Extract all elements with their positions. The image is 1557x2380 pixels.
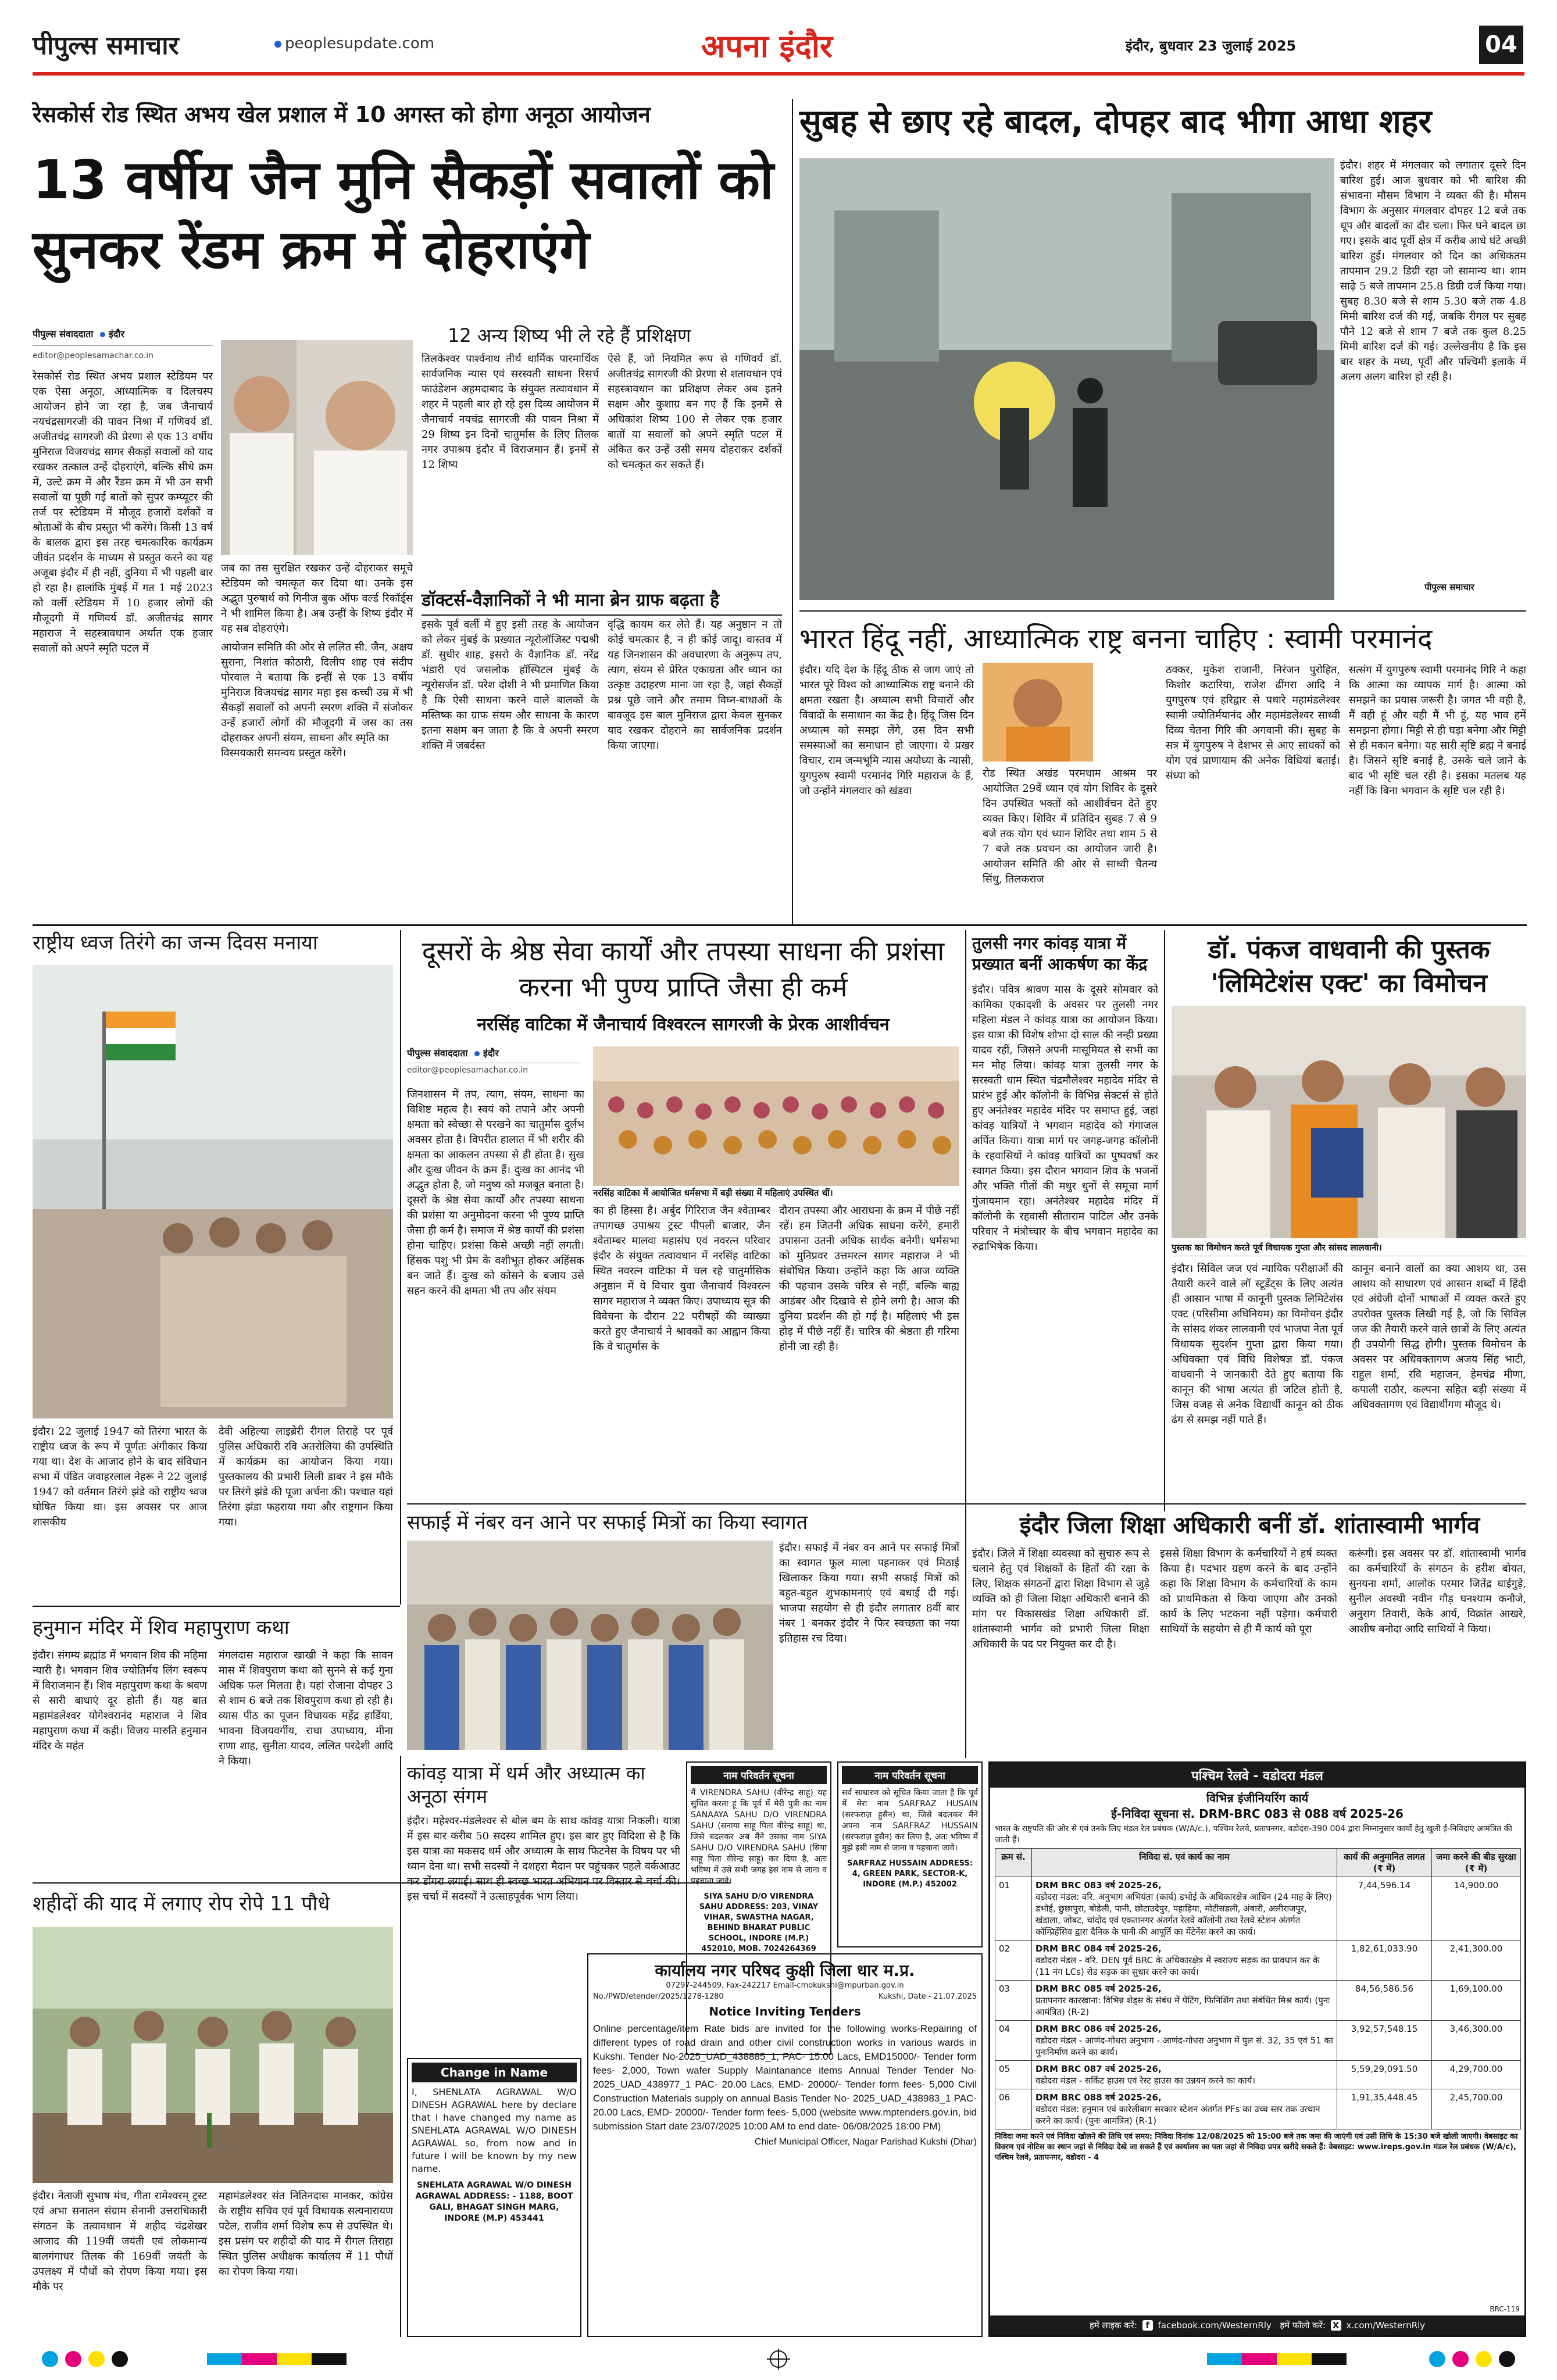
print-color-bar	[33, 2349, 1524, 2370]
vertical-divider-mid	[965, 930, 966, 1511]
story5-byline: पीपुल्स संवाददाता	[407, 1048, 468, 1059]
tender-sno: 04	[995, 2021, 1032, 2061]
story1-photo-monks	[221, 340, 413, 555]
notice1-title: नाम परिवर्तन सूचना	[691, 1766, 827, 1784]
story6-text	[972, 982, 1158, 1541]
story7-photo-launch	[1172, 1006, 1526, 1238]
tender-emd: 3,46,300.00	[1432, 2021, 1521, 2061]
social-like-label: हमें लाइक करें:	[1089, 2320, 1137, 2331]
gathering-illustration	[593, 1046, 959, 1186]
tender-emd: 4,29,700.00	[1432, 2061, 1521, 2089]
notice3-title: Change in Name	[412, 2063, 577, 2082]
website-link[interactable]: peoplesupdate.com	[271, 35, 434, 52]
railway-notice-no: ई-निविदा सूचना सं. DRM-BRC 083 से 088 वर्ष 2025-26	[1111, 1807, 1404, 1821]
story3-col2	[983, 766, 1157, 919]
story11-col2	[219, 2189, 393, 2334]
tender-ref: DRM BRC 084 वर्ष 2025-26,	[1035, 1943, 1162, 1954]
tender-cost: 3,92,57,548.15	[1337, 2021, 1432, 2061]
tender-ref: DRM BRC 083 वर्ष 2025-26,	[1035, 1880, 1162, 1891]
tender-sno: 06	[995, 2089, 1032, 2129]
horizontal-divider-story10	[33, 1606, 400, 1607]
flag-hoisting-illustration	[33, 965, 393, 1418]
story5-text3: दौरान तपस्या और आराधना के क्रम में पीछे नहीं रहें। हम जितनी अधिक साधना करेंगे, हमारी उपासना उतनी अधिक सार्थक बनेगी। धर्मसभा को मुनिप्रवर उत्तमरत्न सागर महाराज ने भी संबोधित किया। उन्होंने कहा कि आज व्यक्ति की पहचान उसके चरित्र से नहीं, बल्कि बाह्य आडंबर और दिखावे से होने लगी है। आज की दुनिया प्रदर्शन की हो गई है। महिलाएं भी इस होड़ में पीछे नहीं हैं। चारित्र की श्रेष्ठता ही गरिमा होनी जा रही है।	[779, 1205, 959, 1353]
story9-headline: इंदौर जिला शिक्षा अधिकारी बनीं डॉ. शांतास्वामी भार्गव	[1019, 1512, 1480, 1539]
story5-subhead: नरसिंह वाटिका में जैनाचार्य विश्वरत्न सागरजी के प्रेरक आशीर्वचन	[477, 1014, 890, 1035]
story5-headline: दूसरों के श्रेष्ठ सेवा कार्यों और तपस्या साधना की प्रशंसा करना भी पुण्य प्राप्ति जैसा ही कर्म	[422, 935, 945, 1003]
tender-ref: DRM BRC 088 वर्ष 2025-26,	[1035, 2092, 1162, 2103]
issue-date: इंदौर, बुधवार 23 जुलाई 2025	[1126, 38, 1297, 54]
story1-kicker: रेसकोर्स रोड स्थित अभय खेल प्रशाल में 10 अगस्त को होगा अनूठा आयोजन	[33, 102, 651, 127]
tender-description: वडोदरा मंडल: हनुमान एवं कारेलीबाग सरकार स्टेशन अंतर्गत PFs का उच्च स्तर तक उत्थान करने का कार्य। (पुनः आमंत्रित) (R-1)	[1035, 2104, 1320, 2126]
story4-text2: देवी अहिल्या लाइब्रेरी रीगल तिराहे पर पूर्व पुलिस अधिकारी रवि अतरोलिया की उपस्थिति में कार्यक्रम का आयोजन किया गया। पुस्तकालय की प्रभारी लिली डाबर ने इस मौके पर तिरंगे झंडे की पूजा अर्चना की। पश्चात यहां तिरंगा झंडा फहराया गया और राष्ट्रगान किया गया।	[219, 1425, 393, 1528]
story7-col2	[1352, 1262, 1526, 1517]
notice3-box	[407, 2058, 581, 2337]
story1-box-col1	[422, 617, 599, 914]
story11-col1	[33, 2189, 207, 2334]
tender-cost: 1,91,35,448.45	[1337, 2089, 1432, 2129]
vertical-divider-top	[792, 99, 793, 924]
vertical-divider-right	[1164, 930, 1165, 1511]
story3-col3	[1166, 663, 1340, 919]
railway-title: पश्चिम रेलवे - वडोदरा मंडल	[990, 1763, 1524, 1788]
x-icon: X	[1331, 2320, 1341, 2331]
story10-text1: इंदौर। संगम्य ब्रह्मांड में भगवान शिव की महिमा न्यारी है। भगवान शिव ज्योतिर्मय लिंग स्वरूप में विराजमान हैं। शिव महापुराण कथा के श्रवण से सारी बाधाएं दूर होती हैं। यह बात महामंडलेश्वर योगेश्वरानंद महाराज ने शिव महापुराण कथा में कही। विजय मारुति हनुमान मंदिर के महंत	[33, 1649, 207, 1752]
story3-text3: ठक्कर, मुकेश राजानी, निरंजन पुरोहित, किशोर कटारिया, राजेश ढींगरा आदि ने युगपुरुष एवं हरिद्वार से पधारे महामंडलेश्वर स्वामी ज्योतिर्मयानंद और महामंडलेश्वर साध्वी दिव्य चेतना गिरि की अगवानी की। सुबह के सत्र में युगपुरुष ने देशभर से आए साधकों को योग एवं प्राणायाम की अनेक विधियां बताईं। संध्या को	[1166, 664, 1340, 782]
tender-sno: 03	[995, 1981, 1032, 2021]
story1-box-col2	[608, 617, 782, 914]
story9-col1	[972, 1546, 1149, 1750]
story3-headline: भारत हिंदू नहीं, आध्यात्मिक राष्ट्र बनना चाहिए : स्वामी परमानंद	[799, 623, 1433, 655]
story5-photo-caption: नरसिंह वाटिका में आयोजित धर्मसभा में बड़ी संख्या में महिलाएं उपस्थित थीं।	[593, 1188, 833, 1198]
story12-headline: कांवड़ यात्रा में धर्म और अध्यात्म का अनूठा संगम	[407, 1762, 645, 1807]
tender-row	[995, 1981, 1521, 2021]
notice1-text: मैं VIRENDRA SAHU (वीरेन्द्र साहू) यह सुचित करता हूं कि पूर्व में मेरी पुत्री का नाम SANAAYA SAHU D/O VIRENDRA SAHU (सनाया साहू पिता वीरेन्द्र साहू) था, जिसे बदलकर अब मैंने उसका नाम SIYA SAHU D/O VIRENDRA SAHU (सिया साहू पिता वीरेन्द्र साहू) कर दिया है, अतः भविष्य में उसे सभी जगह इस नाम से जाना व पहचाना जावे।	[691, 1788, 827, 1886]
book-launch-illustration	[1172, 1006, 1526, 1238]
swami-portrait	[983, 663, 1093, 762]
social-follow-label: हमें फॉलो करें:	[1280, 2320, 1326, 2331]
story4-col2	[219, 1424, 393, 1604]
facebook-icon: f	[1142, 2320, 1153, 2331]
story9-col2	[1160, 1546, 1337, 1750]
tender-work	[1032, 2021, 1337, 2061]
brand-logo: पीपुल्स समाचार	[33, 31, 179, 60]
story1-col1	[33, 327, 213, 914]
story12-body: इंदौर। महेश्वर-मंडलेश्वर से बोल बम के साथ कांवड़ यात्रा निकली। यात्रा में इस बार करीब 50 सदस्य शामिल हुए। इस बार हुए विदिशा से है कि इस यात्रा का मकसद धर्म और अध्यात्म के साथ फिटनेस के विषय पर भी ध्यान देना था। सभी सदस्यों ने दशहरा मैदान पर पहुंचकर पहले वर्कआउट कर डोंगरा लगाई। साथ ही स्वच्छ भारत अभियान पर विस्तार से चर्चा की। इस चर्चा में सदस्यों ने उत्साहपूर्वक भाग लिया।	[407, 1815, 680, 1903]
story10-col1	[33, 1648, 207, 1881]
railway-footer: निविदा जमा करने एवं निविदा खोलने की तिथि एवं समय: निविदा दिनांक 12/08/2025 को 15:00 बजे तक जमा की जाएंगी एवं उसी तिथि के 15:30 बजे खोली जाएगी। वेबसाइट का विवरण एवं नोटिस का स्थान जहां से निविदा देखे जा सकते हैं एवं कार्यालय का पता जहां से निविदा प्रपत्र खरीदे सकते हैं: वेबसाइट: www.ireps.gov.in मंडल रेल प्रबंधक (W/A/c), पश्चिम रेलवे, प्रतापनगर, वडोदरा - 4	[995, 2132, 1518, 2162]
masthead-rule	[33, 72, 1524, 76]
tender-row	[995, 2089, 1521, 2129]
story2-headline: सुबह से छाए रहे बादल, दोपहर बाद भीगा आधा शहर	[799, 103, 1432, 141]
story4-text1: इंदौर। 22 जुलाई 1947 को तिरंगा भारत के राष्ट्रीय ध्वज के रूप में पूर्णतः अंगीकार किया गया था। देश के आजाद होने के बाद संविधान सभा में पंडित जवाहरलाल नेहरू ने 22 जुलाई 1947 को वर्तमान तिरंगे झंडे को राष्ट्रीय ध्वज घोषित किया था। इस अवसर पर आज शासकीय	[33, 1425, 207, 1528]
story9-text1: इंदौर। जिले में शिक्षा व्यवस्था को सुचारु रूप से चलाने हेतु एवं शिक्षकों के हितों की रक्षा के लिए, शिक्षक संगठनों द्वारा शिक्षा विभाग से जुड़े व्यक्ति को ही जिला शिक्षा अधिकारी बनाने की मांग पर विकासखंड शिक्षा अधिकारी डॉ. शांतास्वामी भार्गव को प्रभारी जिला शिक्षा अधिकारी के पद पर नियुक्त कर दी है।	[972, 1548, 1149, 1650]
tender-work	[1032, 2089, 1337, 2129]
railway-tender-box	[988, 1761, 1526, 2337]
tender-cost: 1,82,61,033.90	[1337, 1941, 1432, 1981]
story3-col4	[1349, 663, 1526, 919]
story5-col2	[593, 1203, 770, 1541]
story1-text-col1-end: विस्मयकारी समन्वय प्रस्तुत करेंगे।	[221, 747, 347, 759]
story8-body: इंदौर। सफाई में नंबर वन आने पर सफाई मित्रों का स्वागत फूल माला पहनाकर एवं मिठाई खिलाकर किया गया। सभी सफाई मित्रों को बहुत-बहुत शुभकामनाएं एवं बधाई दी गई। भाजपा सहयोग से ही इंदौर लगातार 8वीं बार नंबर 1 बनकर इंदौर ने फिर स्वच्छता का नया इतिहास रच दिया।	[779, 1542, 959, 1645]
tender-description: वडोदरा मंडल - सर्किट हाउस एवं रेस्ट हाउस का उन्नयन करने का कार्य।	[1035, 2075, 1256, 2086]
story8-text	[779, 1541, 959, 1750]
group-photo-illustration	[407, 1541, 773, 1750]
x-link[interactable]: x.com/WesternRly	[1346, 2320, 1426, 2331]
railway-tender-table	[995, 1848, 1521, 2129]
notice4-ref: No./PWD/etender/2025/1278-1280	[593, 1992, 724, 2001]
notice4-box	[587, 1953, 983, 2337]
story7-photo-caption: पुस्तक का विमोचन करते पूर्व विधायक गुप्ता और सांसद लालवानी।	[1172, 1242, 1526, 1256]
notice2-address: SARFRAZ HUSSAIN ADDRESS: 4, GREEN PARK, SECTOR-K, INDORE (M.P.) 452002	[847, 1859, 973, 1889]
bullet-icon	[474, 1051, 480, 1056]
tender-row	[995, 1941, 1521, 1981]
tender-emd: 2,41,300.00	[1432, 1941, 1521, 1981]
vertical-divider-story9	[965, 1508, 966, 1758]
story4-headline: राष्ट्रीय ध्वज तिरंगे का जन्म दिवस मनाया	[33, 931, 318, 955]
notice4-text: Online percentage/item Rate bids are invited for the following works-Repairing of different types of road drain and other civil construction works in various wards in Kukshi. Tender No-2025_UAD_438885_1, PAC- 15.00 Lacs, EMD15000/- Tender form fees- 2,000, Town wafer Supply Maintanance items Annual Tender Tender No- 2025_UAD_438977_1 PAC- 20.00 Lacs, EMD- 20000/- Tender form fees- 5,000 Civil Construction Materials supply on annual Basis Tender No- 2025_UAD_438983_1 PAC- 20.00 Lacs, EMD- 20000/- Tender form fees- 5,000 (website www.mptenders.gov.in, bid submission Start date 23/07/2025 10:00 AM to end date- 06/08/2025 18:00 PM)	[593, 2023, 977, 2132]
story8-headline: सफाई में नंबर वन आने पर सफाई मित्रों का किया स्वागत	[407, 1511, 808, 1534]
story10-text2: मंगलदास महाराज खाखी ने कहा कि सावन मास में शिवपुराण कथा को सुनने से कई गुना अधिक फल मिलता है। यहां रोजाना दोपहर 3 से शाम 6 बजे तक शिवपुराण कथा हो रही है। व्यास पीठ का पूजन विधायक महेंद्र हार्डिया, भावना विजयवर्गीय, राधा उपाध्याय, मीना राणा शाह, सुनीता यादव, ललित परदेशी आदि ने किया।	[219, 1649, 393, 1767]
story2-credit: पीपुल्स समाचार	[1424, 582, 1474, 592]
story3-text1: इंदौर। यदि देश के हिंदू ठीक से जाग जाएं तो भारत पूरे विश्व को आध्यात्मिक राष्ट्र बनाने की क्षमता रखता है। अध्यात्म सभी विचारों और विवादों के समाधान का केंद्र है। हिंदू जिस दिन अध्यात्म को समझ लेंगे, उस दिन सभी समस्याओं का समाधान हो जाएगा। ये प्रखर विचार, राम जन्मभूमि न्यास अयोध्या के न्यासी, युगपुरुष स्वामी परमानंद गिरि महाराज के हैं, जो उन्होंने मंगलवार को खंडवा	[799, 664, 974, 797]
monks-photo-illustration	[221, 340, 413, 555]
story11-text1: इंदौर। नेताजी सुभाष मंच, गीता रामेश्वरम् ट्रस्ट एवं अभा सनातन संग्राम सेनानी उत्तराधिकारी संगठन के तत्वावधान में शहीद चंद्रशेखर आजाद की 119वीं जयंती एवं लोकमान्य बालगंगाधर तिलक की 169वीं जयंती के उपलक्ष्य में पौधों को रोपण किया गया। इस मौके पर	[33, 2190, 207, 2293]
tender-description: प्रतापनगर कारखाना: विभिन्न शेड्स के संबंध में पेंटिंग, फिनिशिंग तथा संबंधित मिश्र कार्य। (पुनः आमंत्रित) (R-2)	[1035, 1995, 1330, 2017]
story5-col3	[779, 1203, 959, 1541]
story11-photo-plants	[33, 1927, 393, 2183]
story1-col4	[608, 352, 782, 584]
page-number: 04	[1479, 26, 1523, 64]
story5-text1: जिनशासन में तप, त्याग, संयम, साधना का विशिष्ट महत्व है। स्वयं को तपाने और अपनी क्षमता को स्वेच्छा से परखने का चातुर्मास दुर्लभ अवसर होता है। विपरीत हालात में भी शरीर की क्षमता का आकलन तपस्या से ही होता है। सुख और दुःख जीवन के क्रम हैं। दुःख का आनंद भी अद्भुत होता है, जो मनुष्य को मजबूत बनाता है। दूसरों के श्रेष्ठ सेवा कार्यों और तपस्या साधना की प्रशंसा या अनुमोदना करना भी पुण्य प्राप्ति जैसा ही कर्म है। समाज में श्रेष्ठ कार्यों की प्रशंसा होना चाहिए। प्रशंसा किसे अच्छी नहीं लगती। हिंसक पशु भी प्रेम के वशीभूत होकर अहिंसक बन जाते हैं। दुःख को कोसने के बजाय उसे सहन करने की क्षमता भी तप और संयम	[407, 1088, 584, 1297]
story10-col2	[219, 1648, 393, 1881]
story11-headline: शहीदों की याद में लगाए रोप रोपे 11 पौधे	[33, 1892, 330, 1916]
tender-work	[1032, 1877, 1337, 1941]
story1-col3	[422, 352, 599, 584]
story7-col1	[1172, 1262, 1343, 1517]
tender-work	[1032, 1941, 1337, 1981]
story8-photo-group	[407, 1541, 773, 1750]
story4-col1	[33, 1424, 207, 1604]
story1-text-col3: तिलकेश्वर पार्श्वनाथ तीर्थ धार्मिक पारमार्थिक सार्वजनिक न्यास एवं सरस्वती साधना रिसर्च फाउंडेशन अहमदाबाद के संयुक्त तत्वावधान में शहर में पहली बार हो रहे इस दिव्य आयोजन में जैनाचार्य नयचंद्र सागरजी की पावन निश्रा में 29 शिष्य इन दिनों चातुर्मास के लिए तिलक नगर उपाश्रय इंदौर में विराजमान हैं। इनमें से 12 शिष्य	[422, 353, 599, 471]
tender-description: वडोदरा मंडल - आणंद-गोधरा अनुभाग - आणंद-गोधरा अनुभाग में पुल सं. 32, 35 एवं 51 का पुनःनिर्माण करने का कार्य।	[1035, 2035, 1333, 2057]
story6-headline: तुलसी नगर कांवड़ यात्रा में प्रख्यात बनीं आकर्षण का केंद्र	[972, 934, 1148, 974]
section-title: अपना इंदौर	[701, 28, 833, 65]
story11-text2: महामंडलेश्वर संत नितिनदास मानकर, कांग्रेस के राष्ट्रीय सचिव एवं पूर्व विधायक सत्यनारायण पटेल, राजीव शर्मा विशेष रूप से उपस्थित थे। इस प्रसंग पर शहीदों की याद में रीगल तिराहा स्थित पुलिस अधीक्षक कार्यालय में 11 पौधों का रोपण किया गया।	[219, 2190, 393, 2278]
tender-work	[1032, 1981, 1337, 2021]
story5-email[interactable]: editor@peoplesamachar.co.in	[407, 1063, 581, 1075]
notice4-subtitle: Notice Inviting Tenders	[709, 2004, 861, 2018]
story7-headline: डॉ. पंकज वाधवानी की पुस्तक 'लिमिटेशंस एक्ट' का विमोचन	[1208, 935, 1490, 998]
col-header-work: निविदा सं. एवं कार्य का नाम	[1032, 1849, 1337, 1877]
globe-icon	[274, 41, 281, 48]
tender-work	[1032, 2061, 1337, 2089]
story9-col3	[1349, 1546, 1526, 1750]
story1-text-col1: रेसकोर्स रोड स्थित अभय प्रशाल स्टेडियम पर एक ऐसा अनूठा, आध्यात्मिक व दिलचस्प आयोजन होने जा रहा है, जब जैनाचार्य नयचंद्रसागरजी की पावन निश्रा में गणिवर्य डॉ. अजीतचंद्र सागरजी की प्रेरणा से एक 13 वर्षीय मुनिराज विजयचंद्र सागर सैकड़ों सवालों को याद रखकर तत्काल उन्हें दोहराएंगे, बल्कि सीधे क्रम में, उल्टे क्रम में और रैंडम क्रम में भी उन सभी सवालों या पूछी गई बातों को सुपर कम्प्यूटर की तर्ज पर स्टेडियम में मौजूद हजारों दर्शकों व श्रोताओं के बीच प्रस्तुत भी करेंगे। किसी 13 वर्ष के बालक द्वारा इस तरह चमत्कारिक कार्यक्रम जीवंत प्रदर्शन के माध्यम से प्रस्तुत करने का यह अजूबा इंदौर में ही नहीं, दुनिया में भी पहली बार हो रहा है। हालांकि मुंबई में गत 1 मई 2023 को वर्ली स्टेडियम में 10 हजार लोगों की मौजूदगी में गणिवर्य डॉ. अजीतचंद्र सागर महाराज ने सहस्त्रावधान अर्थात एक हजार सवालों को अपने स्मृति पटल में	[33, 370, 213, 655]
railway-subtitle: विभिन्न इंजीनियरिंग कार्य	[1206, 1791, 1309, 1805]
notice1-address: SIYA SAHU D/O VIRENDRA SAHU ADDRESS: 203, VINAY VIHAR, SWASTHA NAGAR, BEHIND BHARAT PUBLIC SCHOOL, INDORE (M.P.) 452010, MOB. 7024264369	[699, 1892, 819, 1953]
story9-text2: इससे शिक्षा विभाग के कर्मचारियों ने हर्ष व्यक्त किया है। पदभार ग्रहण करने के बाद उन्होंने कहा कि शिक्षा विभाग के कर्मचारियों के काम को प्राथमिकता से किया जाएगा और उनको कार्य के लिए भटकना नहीं पड़ेगा। कर्मचारी साथियों के सहयोग से ही मैं कार्य को पूरा	[1160, 1548, 1337, 1635]
tender-ref: DRM BRC 087 वर्ष 2025-26,	[1035, 2064, 1162, 2074]
story4-photo-flag	[33, 965, 393, 1418]
story1-city: इंदौर	[108, 328, 124, 340]
notice2-box	[837, 1761, 983, 1947]
rain-street-illustration	[799, 158, 1334, 600]
story3-photo-swami	[983, 663, 1093, 762]
tender-cost: 5,59,29,091.50	[1337, 2061, 1432, 2089]
story1-col2	[221, 561, 413, 916]
tender-emd: 14,900.00	[1432, 1877, 1521, 1941]
story3-col1	[799, 663, 974, 919]
notice3-address: SNEHLATA AGRAWAL W/O DINESH AGRAWAL ADDRESS: - 1188, BOOT GALI, BHAGAT SINGH MARG, INDORE (M.P) 453441	[415, 2181, 573, 2223]
railway-intro: भारत के राष्ट्रपति की ओर से एवं उनके लिए मंडल रेल प्रबंधक (W/A/c.), पश्चिम रेलवे, प्रतापनगर, वडोदरा-390 004 द्वारा निम्नानुसार कार्यों हेतु खुली ई-निविदाएं आमंत्रित की जाती हैं।	[995, 1824, 1512, 1845]
tender-cost: 84,56,586.56	[1337, 1981, 1432, 2021]
tender-sno: 05	[995, 2061, 1032, 2089]
tender-ref: DRM BRC 086 वर्ष 2025-26,	[1035, 2024, 1162, 2034]
col-header-cost: कार्य की अनुमानित लागत (₹ में)	[1337, 1849, 1432, 1877]
story1-byline: पीपुल्स संवाददाता	[33, 328, 94, 340]
story1-text-col2: आयोजन समिति की ओर से ललित सी. जैन, अक्षय सुराना, निशांत कोठारी, दिलीप शाह एवं संदीप पोरवाल ने बताया कि इन्हीं से एक 13 वर्षीय मुनिराज विजयचंद्र सागर महा इस कच्ची उम्र में भी सैकड़ों सवालों को अपनी स्मरण शक्ति में संजोकर उन्हें हजारों लोगों की मौजूदगी में जस का तस दोहराकर अपनी संयम, साधना और स्मृति का	[221, 641, 413, 744]
story2-text	[1340, 158, 1526, 577]
tender-sno: 02	[995, 1941, 1032, 1981]
tender-row	[995, 1877, 1521, 1941]
story7-text2: कानून बनाने वालों का क्या आशय था, उस आशय को साधारण एवं आसान शब्दों में हिंदी एवं अंग्रेजी दोनों भाषाओं में व्यक्त करते हुए उपरोक्त पुस्तक लिखी गई है, जो कि सिविल जज की तैयारी करने वाले छात्रों के लिए अत्यंत ही उपयोगी सिद्ध होगी। पुस्तक विमोचन के अवसर पर अधिवक्तागण अजय सिंह भाटी, राहुल शर्मा, रवि महाजन, हेमचंद्र मीणा, कपाली राठौर, कल्पना सहित बड़ी संख्या में अधिवक्तागण एवं विद्यार्थीगण मौजूद थे।	[1352, 1263, 1526, 1411]
vertical-divider-story12	[400, 1756, 401, 2337]
tender-ref: DRM BRC 085 वर्ष 2025-26,	[1035, 1984, 1162, 1994]
notice4-date: Kukshi, Date - 21.07.2025	[879, 1992, 977, 2001]
notice2-text: सर्व साधारण को सूचित किया जाता है कि पूर्व में मेरा नाम SARFRAZ HUSAIN (सरफराज़ हुसैन) था, जिसे बदलकर मैंने अपना नाम SARFRAZ HUSSAIN (सरफराज़ हुसैन) कर लिया है, अतः भविष्य में मुझे इसी नाम से जाना व पहचाना जावे।	[842, 1788, 978, 1853]
story2-body: इंदौर। शहर में मंगलवार को लगातार दूसरे दिन बारिश हुई। आज बुधवार को भी बारिश की संभावना मौसम विभाग ने व्यक्त की है। मौसम विभाग के अनुसार मंगलवार दोपहर 12 बजे तक धूप और बादलों का दौर चला। फिर घने बादल छा गए। इसके बाद पूर्वी क्षेत्र में करीब आधे घंटे अच्छी बारिश हुई। मंगलवार को दिन का अधिकतम तापमान 29.2 डिग्री रहा जो सामान्य था। शाम साढ़े 5 बजे तापमान 25.8 डिग्री दर्ज किया गया। सुबह 8.30 बजे से शाम 5.30 बजे तक 4.8 मिमी बारिश दर्ज की गई, जबकि रीगल पर सुबह पौने 12 बजे से शाम 7 बजे तक कुल 8.25 मिमी बारिश दर्ज की गई। उल्लेखनीय है कि इस बार शहर के मध्य, पूर्वी और पश्चिमी इलाके में अलग अलग बारिश हो रही है।	[1340, 159, 1526, 383]
horizontal-divider-2	[407, 1503, 1526, 1505]
story2-photo-rain	[799, 158, 1334, 600]
tender-description: वडोदरा मंडल - वरि. DEN पूर्व BRC के अधिकारक्षेत्र में स्वराज्य सड़क का प्रावधान कर के (11 नंग LCs) रोड सड़क का सुधार करने का कार्य।	[1035, 1955, 1320, 1977]
story9-text3: करूंगी। इस अवसर पर डॉ. शांतास्वामी भार्गव का कर्मचारियों के संगठन के हरीश बोयत, सुनयना शर्मा, आलोक परमार जितेंद्र धाईगुड़े, सुनील अवस्थी नवीन गौड़ घनश्याम कनौजे, अनुराग तिवारी, केके आर्य, विक्रांत आखरे, आशीष बनोदा आदि साथियों ने किया।	[1349, 1548, 1526, 1635]
vertical-divider-left	[400, 930, 401, 1604]
registration-marks	[33, 2349, 1524, 2370]
story1-photo-text: जब का तस सुरक्षित रखकर उन्हें दोहराकर समूचे स्टेडियम को चमत्कृत कर दिया था। उनके इस अद्भुत पुरुषार्थ को गिनीज बुक ऑफ वर्ल्ड रिकॉर्ड्स ने भी शामिल किया है। अब उन्हीं के शिष्य इंदौर में यह सब दोहराएंगे।	[221, 562, 413, 635]
col-header-emd: जमा करने की बीड सुरक्षा (₹ में)	[1432, 1849, 1521, 1877]
story5-text2: का ही हिस्सा है। अर्बुद गिरिराज जैन श्वेताम्बर तपागच्छ उपाश्रय ट्रस्ट पीपली बाजार, जैन श्वेताम्बर मालवा महासंघ एवं नवरत्न परिवार इंदौर के संयुक्त तत्वावधान में नरसिंह वाटिका स्थित नवरत्न वाटिका में चल रहे चातुर्मासिक अनुष्ठान में ये विचार युवा जैनाचार्य विश्वरत्न सागर महाराज ने व्यक्त किए। उपाध्याय सूत्र की विवेचना के दौरान 22 परीषहों की व्याख्या करते हुए जैनाचार्य ने श्रावकों का आह्वान किया कि वे चातुर्मास के	[593, 1205, 770, 1353]
notice4-sign: Chief Municipal Officer, Nagar Parishad Kukshi (Dhar)	[754, 2137, 977, 2147]
tender-sno: 01	[995, 1877, 1032, 1941]
story10-headline: हनुमान मंदिर में शिव महापुराण कथा	[33, 1616, 290, 1639]
story1-subhead: 12 अन्य शिष्य भी ले रहे हैं प्रशिक्षण	[448, 324, 691, 346]
tender-description: वडोदरा मंडल: वरि. अनुभाग अभियंता (कार्य) डभोई के अधिकारक्षेत्र आधिन (24 माह के लिए) डभोई, छुछापुरा, बोडेली, पानी, छोटाउदेपुर, पहाड़िया, मोटीसडली, अंबारी, अलीराजपुर, खंडाला, जोबट, चांदोद एवं एकतानगर अंतर्गत रेलवे कॉलोनी तथा रेलवे स्टेशन अंतर्गत कॉम्प्रिहेंसिव द्वारा दैनिक के पानी की आपूर्ति का मेंटेनेंस करने का कार्य।	[1035, 1892, 1332, 1937]
story1-email[interactable]: editor@peoplesamachar.co.in	[33, 345, 213, 363]
story5-city: इंदौर	[483, 1048, 499, 1059]
notice4-contact: 07297-244509, Fax-242217 Email-cmokukshi@mpurban.gov.in	[666, 1981, 904, 1990]
story7-text1: इंदौर। सिविल जज एवं न्यायिक परीक्षाओं की तैयारी करने वाले लॉ स्टूडेंट्स के लिए अत्यंत ही आसान भाषा में कानूनी पुस्तक लिमिटेशंस एक्ट (परिसीमा अधिनियम) का विमोचन इंदौर के सांसद शंकर लालवानी एवं भाजपा नेता पूर्व विधायक सुदर्शन गुप्ता द्वारा किया गया। अधिवक्ता एवं विधि विशेषज्ञ डॉ. पंकज वाधवानी ने जानकारी देते हुए बताया कि कानून की भाषा अत्यंत ही जटिल होती है, जिस वजह से अनेक विद्यार्थी कानून को ठीक ढंग से समझ नहीं पाते हैं।	[1172, 1263, 1343, 1426]
tree-planting-illustration	[33, 1927, 393, 2183]
story1-box-text2: वृद्धि कायम कर लेते हैं। यह अनुष्ठान न तो कोई चमत्कार है, न ही कोई जादू। वास्तव में यह जिनशासन की अवधारणा के अनुरूप तप, त्याग, संयम से प्रेरित एकाग्रता और ध्यान का उत्कृष्ट उदाहरण माना जा रहा है, जहां सैकड़ों प्रश्न पूछे जाने और तमाम विघ्न-बाधाओं के बावजूद इस बाल मुनिराज द्वारा केवल सुनकर याद रखकर दोहराने का सार्वजनिक प्रदर्शन किया जाएगा।	[608, 619, 782, 752]
notice2-title: नाम परिवर्तन सूचना	[842, 1766, 978, 1784]
story5-photo-gathering	[593, 1046, 959, 1186]
railway-social-bar	[990, 2315, 1524, 2335]
tender-emd: 2,45,700.00	[1432, 2089, 1521, 2129]
tender-emd: 1,69,100.00	[1432, 1981, 1521, 2021]
tender-row	[995, 2061, 1521, 2089]
notice3-text: I, SHENLATA AGRAWAL W/O DINESH AGRAWAL here by declare that I have changed my name as SNEHLATA AGRAWAL W/O DINESH AGRAWAL so, from now and in future I will be known by my new name.	[412, 2086, 577, 2174]
tender-cost: 7,44,596.14	[1337, 1877, 1432, 1941]
railway-code: BRC-119	[1490, 2305, 1520, 2313]
story3-text4: सत्संग में युगपुरुष स्वामी परमानंद गिरि ने कहा कि आत्मा का व्यापक मार्ग है। आत्मा को समझने का प्रयास जरूरी है। जगत भी वही है, मैं वही हूं और वही मैं भी हूं, यह भाव हमें समझना होगा। मिट्टी से ही घड़ा बनेगा और मिट्टी से ही मकान बनेगा। यह सारी सृष्टि ब्रह्म ने बनाई है। जिसने सृष्टि बनाई है, उसके चले जाने के बाद भी सृष्टि चल रही है। इसका मतलब यह नहीं कि बिना भगवान के सृष्टि चल रही है।	[1349, 664, 1526, 797]
story2-rule	[799, 610, 1526, 612]
story3-text2: रोड स्थित अखंड परमधाम आश्रम पर आयोजित 29वें ध्यान एवं योग शिविर के दूसरे दिन उपस्थित भक्तों को आशीर्वचन देते हुए व्यक्त किए। शिविर में प्रतिदिन सुबह 7 से 9 बजे तक योग एवं ध्यान शिविर तथा शाम 5 से 7 बजे तक प्रवचन का आयोजन जारी है। आयोजन समिति की ओर से साध्वी चैतन्य सिंधु, तिलकराज	[983, 767, 1157, 885]
story1-box-title: डॉक्टर्स-वैज्ञानिकों ने भी माना ब्रेन ग्राफ बढ़ता है	[422, 587, 782, 616]
masthead	[33, 23, 1524, 70]
story1-box-text1: इसके पूर्व वर्ली में हुए इसी तरह के आयोजन को लेकर मुंबई के प्रख्यात न्यूरोलॉजिस्ट पद्मश्री डॉ. सुधीर शाह, इसरो के वैज्ञानिक डॉ. नरेंद्र भंडारी एवं जसलोक हॉस्पिटल मुंबई के न्यूरोसर्जन डॉ. परेश दोशी ने भी प्रमाणित किया है कि ऐसी साधना करने वाले बालकों के मस्तिष्क का ग्राफ संयम और साधना के कारण इतना सक्षम बन जाता है कि वे अपनी स्मरण शक्ति में जबर्दस्त	[422, 619, 599, 752]
story6-body: इंदौर। पवित्र श्रावण मास के दूसरे सोमवार को कामिका एकादशी के अवसर पर तुलसी नगर महिला मंडल ने कांवड़ यात्रा का आयोजन किया। इस यात्रा की विशेष शोभा दो साल की नन्ही प्रख्या यादव रहीं, जिसने अपनी मासूमियत से सभी का मन मोह लिया। कांवड़ यात्रा तुलसी नगर के सरस्वती धाम स्थित चंद्रमौलेश्वर महादेव मंदिर से प्रारंभ हुई और कॉलोनी के विभिन्न सेक्टर्स से होते हुए अनंतेश्वर महादेव मंदिर पर समाप्त हुई, जहां कांवड़ यात्रियों ने भगवान महादेव को गंगाजल अर्पित किया। यात्रा मार्ग पर जगह-जगह कॉलोनी के रहवासियों ने कांवड़ यात्रियों का पुष्पवर्षा कर स्वागत किया। इस दौरान भगवान शिव के भजनों और भक्ति गीतों की मधुर धुनों से समूचा मार्ग गुंजायमान रहा। अनंतेश्वर महादेव मंदिर में कॉलोनी के रहवासी सीताराम पाटिल और उनके परिवार ने मंत्रोच्चार के बीच भगवान महादेव का रुद्राभिषेक किया।	[972, 984, 1158, 1253]
story1-headline: 13 वर्षीय जैन मुनि सैकड़ों सवालों को सुनकर रेंडम क्रम में दोहराएंगे	[33, 149, 774, 281]
facebook-link[interactable]: facebook.com/WesternRly	[1158, 2320, 1272, 2331]
story5-byline-block	[407, 1046, 581, 1075]
story1-text-col4: ऐसे हैं, जो नियमित रूप से गणिवर्य डॉ. अजीतचंद्र सागरजी की प्रेरणा से शतावधान एवं सहस्त्रावधान का प्रशिक्षण लेकर अब इतने सक्षम और कुशाग्र बन गए हैं कि इनमें से अधिकांश शिष्य 100 से लेकर एक हजार बातों या सवालों को अपने स्मृति पटल में अंकित कर उन्हें उसी समय दोहराकर दर्शकों को चमत्कृत कर सकते हैं।	[608, 353, 782, 471]
notice4-title: कार्यालय नगर परिषद कुक्षी जिला धार म.प्र.	[655, 1961, 915, 1980]
bullet-icon	[100, 332, 105, 337]
col-header-sno: क्रम सं.	[995, 1849, 1032, 1877]
tender-row	[995, 2021, 1521, 2061]
story5-col1	[407, 1087, 584, 1541]
